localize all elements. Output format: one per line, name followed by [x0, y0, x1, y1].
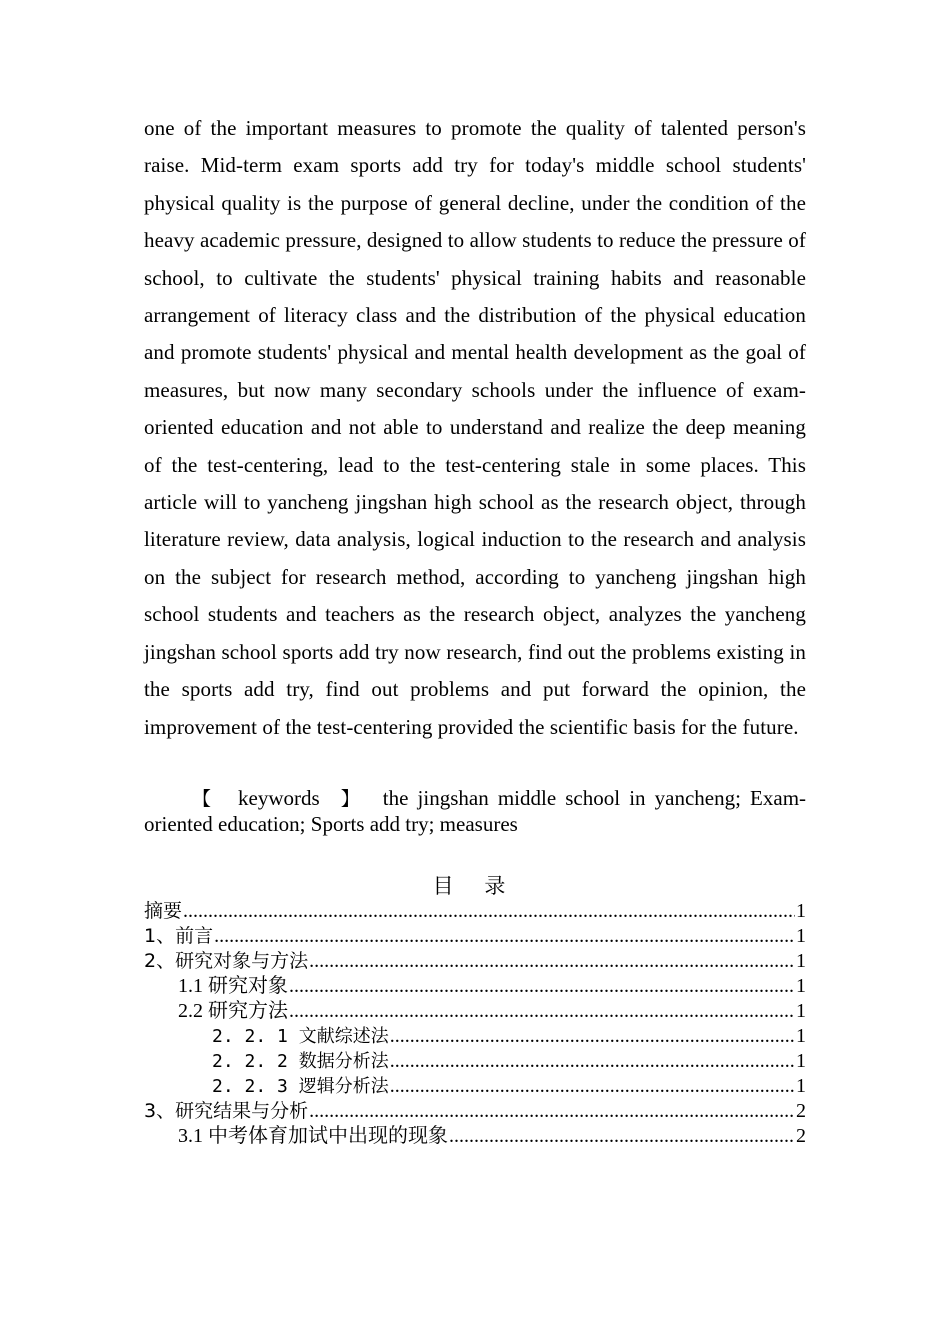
toc-entry-page: 1: [796, 949, 806, 972]
toc-entry-page: 1: [796, 999, 806, 1022]
toc-entry-label: 1、前言: [144, 924, 214, 947]
abstract-paragraph: one of the important measures to promote the quality of talented person's raise. Mid-term exam sports add try for today's middle school students' physical quality is the purpose of general decline, under the condition of the heavy academic pressure, designed to allow students to reduce the pressure of school, to cultivate the students' physical training habits and reasonable arrangement of literacy class and the distribution of the physical education and promote students' physical and mental health development as the goal of measures, but now many secondary schools under the influence of exam-oriented education and not able to understand and realize the deep meaning of the test-centering, lead to the test-centering stale in some places. This article will to yancheng jingshan high school as the research object, through literature review, data analysis, logical induction to the research and analysis on the subject for research method, according to yancheng jingshan high school students and teachers as the research object, analyzes the yancheng jingshan school sports add try now research, find out the problems existing in the sports add try, find out problems and put forward the opinion, the improvement of the test-centering provided the scientific basis for the future.: [144, 116, 806, 739]
toc-entry[interactable]: [144, 949, 806, 974]
toc-entry-label: 2. 2. 1 文献综述法: [212, 1025, 389, 1047]
toc-leader-dots: [309, 1099, 795, 1124]
toc-entry-label: 3、研究结果与分析: [144, 1099, 309, 1122]
toc-leader-dots: [289, 999, 795, 1024]
table-of-contents: [144, 899, 806, 1149]
toc-entry-page: 2: [796, 1099, 806, 1122]
toc-entry-page: 1: [796, 1074, 806, 1097]
toc-entry[interactable]: [144, 899, 806, 924]
toc-entry-label: 2. 2. 2 数据分析法: [212, 1050, 389, 1072]
toc-entry[interactable]: [144, 924, 806, 949]
toc-leader-dots: [390, 1074, 795, 1099]
keywords-open-bracket: 【: [192, 787, 215, 810]
toc-entry[interactable]: [144, 1074, 806, 1099]
keywords-line: [144, 786, 806, 837]
toc-entry-label: 摘要: [144, 899, 183, 922]
toc-entry[interactable]: [144, 999, 806, 1024]
toc-entry[interactable]: [144, 1099, 806, 1124]
toc-leader-dots: [390, 1024, 795, 1049]
toc-leader-dots: [214, 924, 795, 949]
toc-entry-page: 1: [796, 1049, 806, 1072]
toc-leader-dots: [183, 899, 795, 924]
toc-entry-page: 1: [796, 974, 806, 997]
toc-entry-page: 1: [796, 924, 806, 947]
toc-entry-page: 1: [796, 899, 806, 922]
toc-entry-label: 2、研究对象与方法: [144, 949, 309, 972]
toc-leader-dots: [390, 1049, 795, 1074]
keywords-label: keywords: [238, 785, 320, 810]
keywords-text: the jingshan middle school in yancheng; Exam-oriented education; Sports add try; measures: [144, 785, 807, 836]
toc-leader-dots: [309, 949, 795, 974]
document-page: [144, 110, 806, 1149]
toc-entry-label: 2.2 研究方法: [178, 999, 288, 1022]
toc-entry-label: 3.1 中考体育加试中出现的现象: [178, 1124, 448, 1147]
toc-leader-dots: [289, 974, 795, 999]
toc-entry-page: 1: [796, 1024, 806, 1047]
abstract-section: [144, 110, 806, 746]
toc-entry-page: 2: [796, 1124, 806, 1147]
toc-leader-dots: [449, 1124, 795, 1149]
toc-entry[interactable]: [144, 974, 806, 999]
toc-entry-label: 2. 2. 3 逻辑分析法: [212, 1075, 389, 1097]
keywords-close-bracket: 】: [340, 787, 364, 810]
toc-entry[interactable]: [144, 1124, 806, 1149]
toc-title: 目 录: [432, 873, 518, 898]
toc-entry[interactable]: [144, 1049, 806, 1074]
toc-entry-label: 1.1 研究对象: [178, 974, 288, 997]
toc-entry[interactable]: [144, 1024, 806, 1049]
